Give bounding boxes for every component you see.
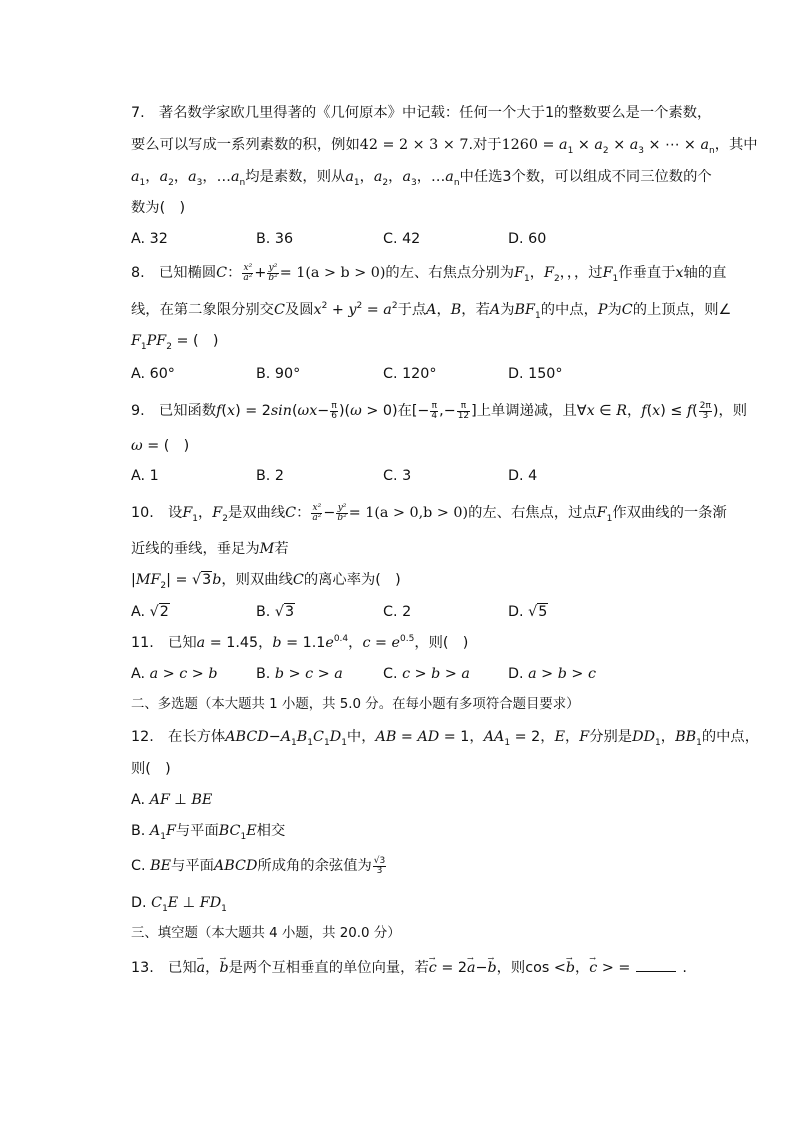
q11-line1: 11. 已知a = 1.45，$b = 1.1e^{0.4}$，$c = e^{0.5}$，则( ) xyxy=(131,634,469,651)
q11-option-a: A. a > c > b xyxy=(131,666,218,682)
q12-option-c: C. BE与平面ABCD所成角的余弦值为 $\frac{√3}{3}$ xyxy=(131,855,386,876)
q12-option-b: B. $A_1F$与平面$BC_1E$相交 xyxy=(131,823,286,842)
section-fill-in-heading: 三、填空题（本大题共 4 小题，共 20.0 分） xyxy=(131,926,401,941)
q12-option-d: D. $C_1E$ ⊥ $FD_1$ xyxy=(131,895,227,914)
q8-line1: 8. 已知椭圆C： $\frac{\text{x²}}{\text{a²}}$ + $\frac{\text{y²}}{\text{b²}}$ = 1(a > b > 0)的左、右焦点分别为$F_1$，$F_2$，，，过$F_1$作垂直于x轴的直 xyxy=(131,262,727,284)
q10-option-d: D. √5 xyxy=(508,604,548,620)
q10-option-b: B. √3 xyxy=(256,604,295,620)
q7-option-d: D. 60 xyxy=(508,231,547,247)
q7-line3: $a_1$，$a_2$，$a_3$，$\dots a_n$均是素数，则从$a_1$，$a_2$，$a_3$，$\dots a_n$中任选3个数，可以组成不同三位数的个 xyxy=(131,169,712,188)
q8-line3: $F_1PF_2$ = ( ) xyxy=(131,333,219,352)
q9-line2: ω = ( ) xyxy=(131,438,190,454)
q12-option-a: A. AF ⊥ BE xyxy=(131,792,213,808)
q7-line4: 数为( ) xyxy=(131,200,186,216)
q12-line1: 12. 在长方体$ABCD-A_1B_1C_1D_1$中，AB = AD = 1，$AA_1 = 2$，E，F分别是$DD_1$，$BB_1$的中点， xyxy=(131,729,760,748)
q9-option-d: D. 4 xyxy=(508,468,538,484)
q10-line1: 10. 设$F_1$，$F_2$是双曲线C： $\frac{\text{x²}}{\text{a²}}$ − $\frac{\text{y²}}{\text{b²}}$ = 1(a > 0,b > 0)的左、右焦点，过点$F_1$作双曲线的一条渐 xyxy=(131,502,727,524)
q11-option-c: C. c > b > a xyxy=(383,666,470,682)
q11-option-d: D. a > b > c xyxy=(508,666,596,682)
section-multiple-choice-heading: 二、多选题（本大题共 1 小题，共 5.0 分。在每小题有多项符合题目要求） xyxy=(131,697,580,712)
q8-option-b: B. 90° xyxy=(256,366,301,382)
q10-line2: 近线的垂线，垂足为M若 xyxy=(131,541,289,557)
q10-option-a: A. √2 xyxy=(131,604,169,620)
q9-option-c: C. 3 xyxy=(383,468,412,484)
q9-option-b: B. 2 xyxy=(256,468,284,484)
q7-option-c: C. 42 xyxy=(383,231,421,247)
q8-option-d: D. 150° xyxy=(508,366,563,382)
q10-option-c: C. 2 xyxy=(383,604,412,620)
answer-blank[interactable] xyxy=(636,957,676,972)
q8-option-c: C. 120° xyxy=(383,366,437,382)
q7-line1: 7. 著名数学家欧几里得著的《几何原本》中记载：任何一个大于1的整数要么是一个素数， xyxy=(131,105,712,121)
q8-option-a: A. 60° xyxy=(131,366,175,382)
q9-line1: 9. 已知函数f(x) = 2sin(ωx− $\frac{\pi}{6}$ )(ω > 0)在[− $\frac{\pi}{4}$ ,− $\frac{\pi}{12}$ ]上单调递减，且∀x ∈ R，f(x) ≤ f( $\frac{2\pi}{3}$ )，则 xyxy=(131,400,748,421)
q9-option-a: A. 1 xyxy=(131,468,159,484)
q8-line2: 线，在第二象限分别交C及圆$x^2 + y^2 = a^2$于点A，B，若A为$BF_1$的中点，P为C的上顶点，则∠ xyxy=(131,301,732,321)
q7-option-b: B. 36 xyxy=(256,231,294,247)
q12-line2: 则( ) xyxy=(131,761,171,777)
q10-line3: $|MF_2| = √3b$，则双曲线C的离心率为( ) xyxy=(131,572,401,591)
q13-line1: 13. 已知→ a，→ b是两个互相垂直的单位向量，若→ c = 2→ a−→ b，则cos <→ b，→ c > = . xyxy=(131,957,687,978)
q7-line2: 要么可以写成一系列素数的积，例如42 = 2 × 3 × 7.对于$1260 = a_1 \times a_2 \times a_3$ × ⋯ × $a_n$，其中 xyxy=(131,137,758,156)
q7-option-a: A. 32 xyxy=(131,231,168,247)
q11-option-b: B. b > c > a xyxy=(256,666,343,682)
